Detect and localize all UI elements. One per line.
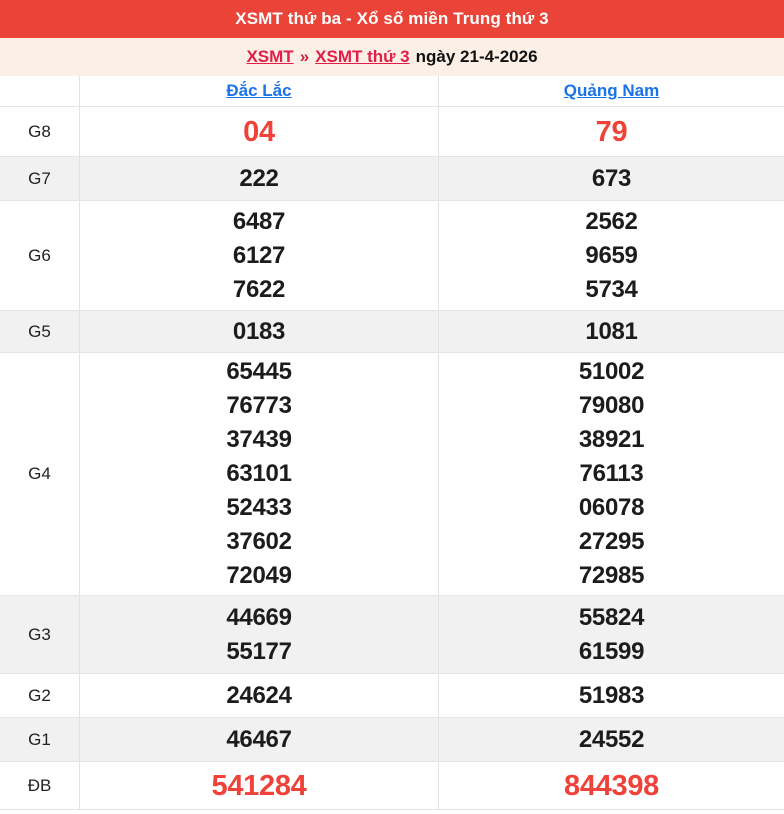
prize-number: 541284	[211, 769, 307, 802]
cell-db-dac-lac	[80, 762, 439, 809]
cell-g3-dac-lac	[80, 596, 439, 673]
cell-g7-quang-nam	[439, 157, 784, 200]
breadcrumb	[0, 38, 784, 76]
breadcrumb-link-xsmt-thu-3[interactable]: XSMT thứ 3	[315, 47, 410, 66]
cell-g4-dac-lac	[80, 353, 439, 595]
prize-label-g7: G7	[0, 157, 80, 200]
prize-number: 44669	[226, 603, 292, 631]
prize-number: 79080	[578, 392, 645, 419]
prize-number: 1081	[585, 317, 638, 345]
prize-number: 0183	[232, 317, 286, 345]
prize-number: 63101	[226, 460, 292, 487]
cell-g7-dac-lac	[80, 157, 439, 200]
breadcrumb-date: ngày 21-4-2026	[415, 47, 538, 66]
prize-number: 06078	[578, 494, 645, 521]
table-row-g7	[0, 156, 784, 200]
prize-number: 9659	[585, 241, 638, 269]
cell-g6-quang-nam	[439, 201, 784, 310]
table-row-g1	[0, 717, 784, 761]
table-row-g6	[0, 200, 784, 310]
prize-number: 6127	[232, 241, 286, 269]
results-table	[0, 76, 784, 810]
prize-number: 24552	[578, 725, 645, 753]
table-row-g3	[0, 595, 784, 673]
cell-g2-dac-lac	[80, 674, 439, 717]
prize-number: 37439	[226, 426, 292, 453]
cell-g2-quang-nam	[439, 674, 784, 717]
prize-number: 24624	[226, 681, 292, 709]
prize-number: 37602	[226, 528, 292, 555]
prize-number: 76773	[226, 392, 292, 419]
prize-label-g4: G4	[0, 353, 80, 595]
prize-number: 222	[239, 164, 279, 192]
prize-number: 5734	[585, 275, 638, 303]
cell-g5-quang-nam	[439, 311, 784, 352]
cell-g4-quang-nam	[439, 353, 784, 595]
table-header-row	[0, 76, 784, 106]
prize-number: 6487	[232, 207, 286, 235]
cell-g1-dac-lac	[80, 718, 439, 761]
prize-number: 673	[591, 164, 632, 192]
cell-g6-dac-lac	[80, 201, 439, 310]
prize-number: 51983	[578, 681, 645, 709]
prize-number: 55824	[578, 603, 645, 631]
cell-g8-quang-nam	[439, 107, 784, 156]
prize-number: 844398	[564, 769, 659, 802]
cell-g8-dac-lac	[80, 107, 439, 156]
header-spacer-cell	[0, 76, 80, 106]
prize-number: 2562	[585, 207, 638, 235]
header-cell-dac-lac	[80, 76, 439, 106]
prize-number: 7622	[232, 275, 286, 303]
table-row-g2	[0, 673, 784, 717]
column-link-dac-lac[interactable]: Đắc Lắc	[226, 81, 292, 100]
prize-number: 27295	[578, 528, 645, 555]
prize-label-g3: G3	[0, 596, 80, 673]
prize-number: 72049	[226, 562, 292, 589]
cell-db-quang-nam	[439, 762, 784, 809]
header-banner	[0, 0, 784, 38]
table-row-g8	[0, 106, 784, 156]
prize-number: 38921	[578, 426, 645, 453]
page-title: XSMT thứ ba - Xổ số miền Trung thứ 3	[235, 9, 549, 28]
column-link-quang-nam[interactable]: Quảng Nam	[563, 81, 660, 100]
prize-label-db: ĐB	[0, 762, 80, 809]
table-row-g4	[0, 352, 784, 595]
prize-number: 61599	[578, 637, 645, 665]
prize-number: 65445	[226, 358, 292, 385]
prize-number: 51002	[578, 358, 645, 385]
prize-label-g6: G6	[0, 201, 80, 310]
prize-number: 76113	[579, 460, 644, 487]
prize-label-g2: G2	[0, 674, 80, 717]
prize-number: 79	[595, 115, 628, 148]
prize-label-g5: G5	[0, 311, 80, 352]
prize-number: 55177	[226, 637, 292, 665]
prize-number: 04	[243, 115, 275, 148]
prize-number: 46467	[226, 725, 292, 753]
prize-label-g8: G8	[0, 107, 80, 156]
cell-g1-quang-nam	[439, 718, 784, 761]
cell-g3-quang-nam	[439, 596, 784, 673]
table-row-db	[0, 761, 784, 809]
cell-g5-dac-lac	[80, 311, 439, 352]
breadcrumb-separator: »	[299, 47, 310, 66]
prize-number: 52433	[226, 494, 292, 521]
breadcrumb-link-xsmt[interactable]: XSMT	[246, 47, 294, 66]
prize-number: 72985	[578, 562, 645, 589]
table-row-g5	[0, 310, 784, 352]
prize-label-g1: G1	[0, 718, 80, 761]
header-cell-quang-nam	[439, 76, 784, 106]
